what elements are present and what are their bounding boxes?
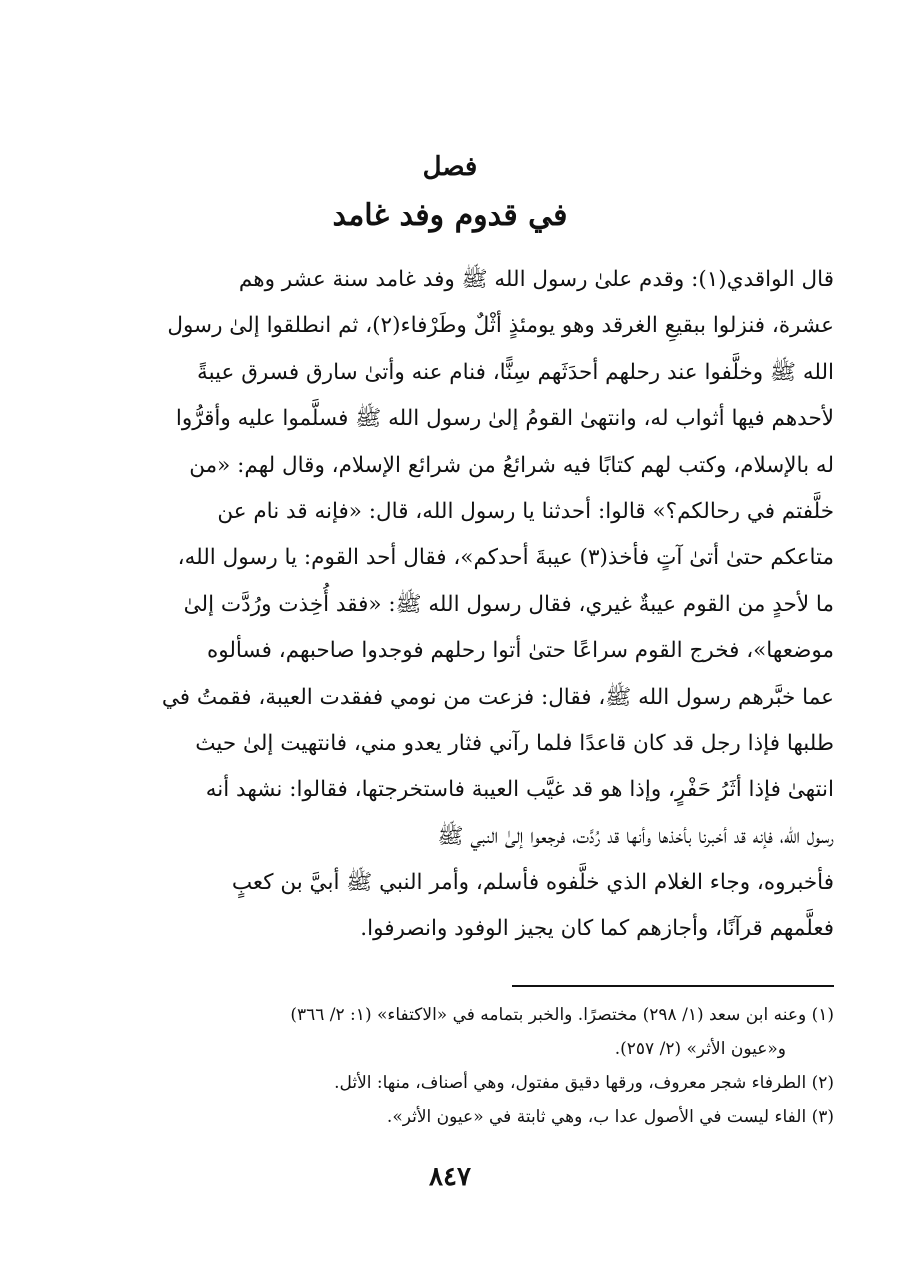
- page-number: ٨٤٧: [429, 1162, 471, 1192]
- footnotes: [118, 998, 834, 1134]
- body-line: عشرة، فنزلوا ببقيعِ الغرقد وهو يومئذٍ أثْلٌ وطَرْفاء(٢)، ثم انطلقوا إلىٰ رسول: [167, 313, 834, 339]
- body-text: [118, 257, 834, 953]
- body-line: الله ﷺ وخلَّفوا عند رحلهم أحدَثَهم سِنًّا، فنام عنه وأتىٰ سارق فسرق عيبةً: [197, 359, 834, 385]
- body-line: متاعكم حتىٰ أتىٰ آتٍ فأخذ(٣) عيبةَ أحدكم»، فقال أحد القوم: يا رسول الله،: [177, 545, 834, 571]
- chapter-title: في قدوم وفد غامد: [332, 198, 568, 233]
- footnote-1-continued: و«عيون الأثر» (٢/ ٢٥٧).: [614, 1039, 786, 1059]
- footnote-3: (٣) الفاء ليست في الأصول عدا ب، وهي ثابتة في «عيون الأثر».: [386, 1107, 834, 1127]
- body-line: له بالإسلام، وكتب لهم كتابًا فيه شرائعُ من شرائع الإسلام، وقال لهم: «من: [189, 452, 834, 478]
- footnote-2: (٢) الطرفاء شجر معروف، ورقها دقيق مفتول، وهي أصناف، منها: الأثل.: [334, 1073, 834, 1093]
- section-heading: فصل: [422, 152, 478, 182]
- body-line: لأحدهم فيها أثواب له، وانتهىٰ القومُ إلىٰ رسول الله ﷺ فسلَّموا عليه وأقرُّوا: [175, 406, 834, 432]
- body-line: ما لأحدٍ من القوم عيبةٌ غيري، فقال رسول الله ﷺ: «فقد أُخِذت ورُدَّت إلىٰ: [183, 591, 834, 617]
- footnote-divider: [512, 985, 834, 987]
- body-line: موضعها»، فخرج القوم سراعًا حتىٰ أتوا رحلهم فوجدوا صاحبهم، فسألوه: [207, 638, 834, 664]
- body-line: فعلَّمهم قرآنًا، وأجازهم كما كان يجيز الوفود وانصرفوا.: [360, 916, 834, 942]
- body-line: قال الواقدي(١): وقدم علىٰ رسول الله ﷺ وفد غامد سنة عشر وهم: [238, 267, 834, 292]
- body-line: طلبها فإذا رجل قد كان قاعدًا فلما رآني فثار يعدو مني، فانتهيت إلىٰ حيث: [195, 730, 834, 756]
- footnote-1: (١) وعنه ابن سعد (١/ ٢٩٨) مختصرًا. والخبر بتمامه في «الاكتفاء» (١: ٢/ ٣٦٦): [290, 1005, 834, 1025]
- body-line: خلَّفتم في رحالكم؟» قالوا: أحدثنا يا رسول الله، قال: «فإنه قد نام عن: [217, 498, 834, 524]
- body-line: فأخبروه، وجاء الغلام الذي خلَّفوه فأسلم، وأمر النبي ﷺ أبيَّ بن كعبٍ: [231, 870, 834, 896]
- body-line: انتهىٰ فإذا أثَرُ حَفْرٍ، وإذا هو قد غيَّب العيبة فاستخرجتها، فقالوا: نشهد أنه: [205, 777, 834, 803]
- body-line: رسول الله، فإنه قد أخبرنا بأخذها وأنها قد رُدَّت، فرجعوا إلىٰ النبي ﷺ: [437, 823, 834, 849]
- body-line: عما خبَّرهم رسول الله ﷺ، فقال: فزعت من نومي ففقدت العيبة، فقمتُ في: [161, 684, 834, 710]
